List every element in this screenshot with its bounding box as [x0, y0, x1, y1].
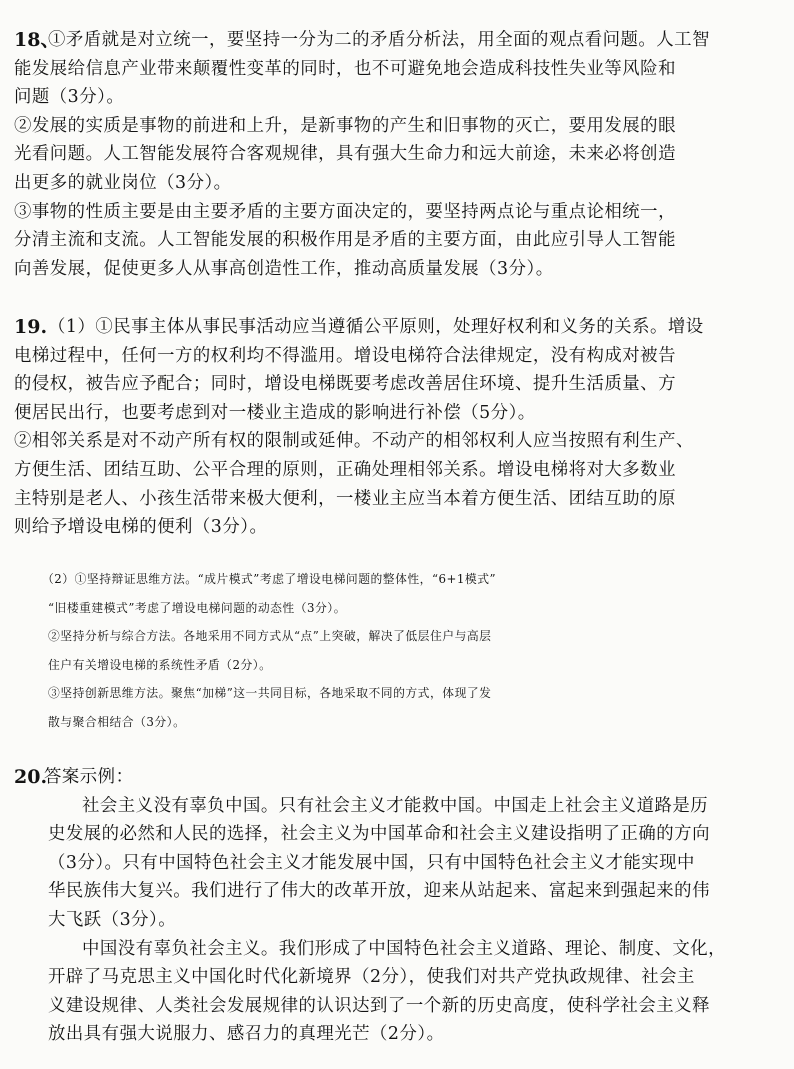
- answer-line: 光看问题。人工智能发展符合客观规律，具有强大生命力和远大前途，未来必将创造: [14, 144, 676, 165]
- answer-line: 电梯过程中，任何一方的权利均不得滥用。增设电梯符合法律规定，没有构成对被告: [14, 345, 676, 366]
- answer-line: 主特别是老人、小孩生活带来极大便利，一楼业主应当本着方便生活、团结互助的原: [14, 488, 676, 509]
- answer-line: 能发展给信息产业带来颠覆性变革的同时，也不可避免地会造成科技性失业等风险和: [14, 58, 676, 79]
- answer-line: ①矛盾就是对立统一，要坚持一分为二的矛盾分析法，用全面的观点看问题。人工智: [48, 30, 710, 50]
- answer-line: （2）①坚持辩证思维方法。“成片模式”考虑了增设电梯问题的整体性，“6+1模式”: [42, 572, 497, 586]
- question-number: 19.: [14, 316, 48, 338]
- answer-line: 分清主流和支流。人工智能发展的积极作用是矛盾的主要方面，由此应引导人工智能: [14, 230, 676, 251]
- answer-line: 方便生活、团结互助、公平合理的原则，正确处理相邻关系。增设电梯将对大多数业: [14, 459, 676, 480]
- question-body: [14, 26, 762, 283]
- question-18: [14, 26, 762, 283]
- answer-line: 放出具有强大说服力、感召力的真理光芒（2分）。: [48, 1024, 445, 1045]
- answer-line: “旧楼重建模式”考虑了增设电梯问题的动态性（3分）。: [48, 600, 346, 615]
- answer-line: 的侵权，被告应予配合；同时，增设电梯既要考虑改善居住环境、提升生活质量、方: [14, 374, 676, 395]
- answer-line: （3分）。只有中国特色社会主义才能发展中国，只有中国特色社会主义才能实现中: [48, 852, 695, 873]
- answer-line: 开辟了马克思主义中国化时代化新境界（2分），使我们对共产党执政规律、社会主: [48, 967, 695, 988]
- question-19-part-1: [14, 313, 762, 542]
- answer-line: 便居民出行，也要考虑到对一楼业主造成的影响进行补偿（5分）。: [14, 402, 536, 423]
- answer-line: 问题（3分）。: [14, 87, 125, 108]
- answer-line: 史发展的必然和人民的选择，社会主义为中国革命和社会主义建设指明了正确的方向: [48, 824, 710, 845]
- answer-line: 则给予增设电梯的便利（3分）。: [14, 517, 268, 538]
- answer-line: 社会主义没有辜负中国。只有社会主义才能救中国。中国走上社会主义道路是历: [82, 795, 709, 816]
- answer-line: ②发展的实质是事物的前进和上升，是新事物的产生和旧事物的灭亡，要用发展的眼: [14, 115, 676, 136]
- answer-paragraph-2: [48, 935, 762, 1049]
- answer-line: ②坚持分析与综合方法。各地采用不同方式从“点”上突破，解决了低层住户与高层: [48, 629, 492, 644]
- answer-paragraph-1: [48, 792, 762, 935]
- answer-line: 义建设规律、人类社会发展规律的认识达到了一个新的历史高度，使科学社会主义释: [48, 995, 710, 1016]
- question-20-body: [14, 763, 762, 1049]
- question-19-part-2: [14, 565, 794, 737]
- question-number: 20.: [14, 766, 48, 788]
- answer-line: 华民族伟大复兴。我们进行了伟大的改革开放，迎来从站起来、富起来到强起来的伟: [48, 881, 710, 902]
- answer-line: （1）①民事主体从事民事活动应当遵循公平原则，处理好权利和义务的关系。增设: [48, 317, 704, 337]
- answer-line: 向善发展，促使更多人从事高创造性工作，推动高质量发展（3分）。: [14, 258, 554, 279]
- answer-heading: 答案示例：: [44, 767, 134, 787]
- answer-line: ③事物的性质主要是由主要矛盾的主要方面决定的，要坚持两点论与重点论相统一，: [14, 201, 676, 222]
- answer-line: 出更多的就业岗位（3分）。: [14, 172, 232, 193]
- answer-line: ③坚持创新思维方法。聚焦“加梯”这一共同目标，各地采取不同的方式，体现了发: [48, 686, 492, 701]
- answer-line: 中国没有辜负社会主义。我们形成了中国特色社会主义道路、理论、制度、文化，: [82, 938, 727, 959]
- question-number: 18、: [14, 29, 60, 51]
- answer-line: 散与聚合相结合（3分）。: [48, 714, 186, 729]
- answer-line: 住户有关增设电梯的系统性矛盾（2分）。: [48, 657, 272, 672]
- answer-line: 大飞跃（3分）。: [48, 909, 177, 930]
- question-19: [14, 313, 762, 542]
- answer-line: ②相邻关系是对不动产所有权的限制或延伸。不动产的相邻权利人应当按照有利生产、: [14, 431, 694, 452]
- question-20: [14, 763, 762, 1049]
